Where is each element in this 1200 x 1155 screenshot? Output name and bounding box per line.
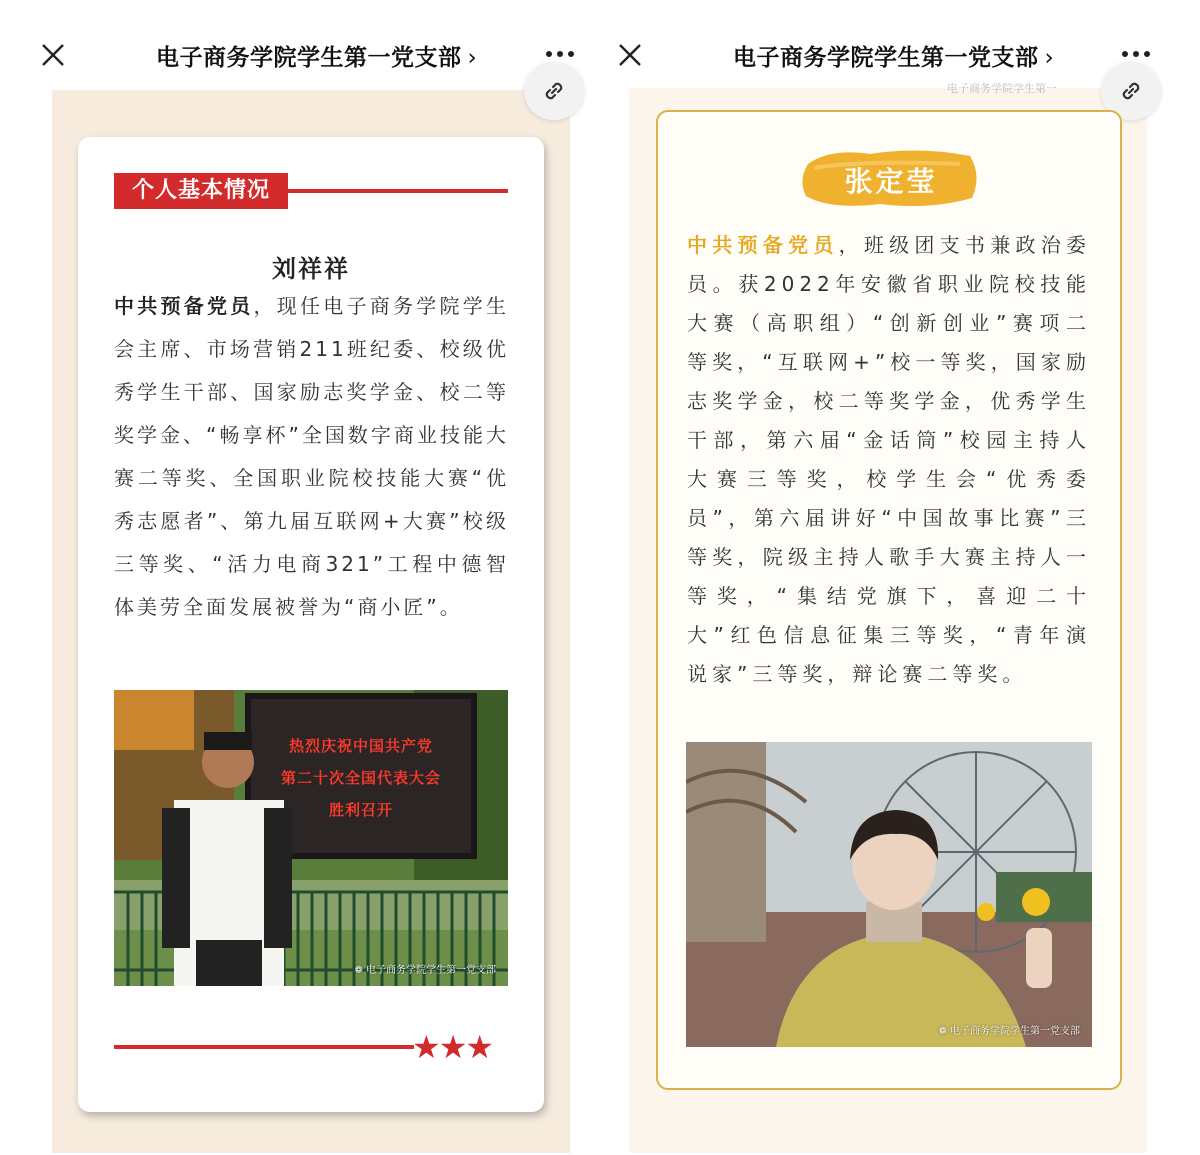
close-icon[interactable] — [617, 42, 643, 68]
bio-paragraph — [114, 285, 509, 629]
bio-highlight: 中共预备党员 — [687, 233, 839, 257]
chevron-right-icon: › — [1044, 45, 1055, 71]
link-icon — [541, 78, 567, 104]
led-screen-text — [248, 730, 474, 826]
section-divider — [284, 189, 508, 193]
link-icon — [1118, 78, 1144, 104]
star-icons: ★★★ — [412, 1028, 493, 1066]
person-name: 刘祥祥 — [272, 255, 350, 283]
bottom-divider-line — [114, 1045, 414, 1049]
bio-paragraph — [687, 226, 1091, 694]
copy-link-button[interactable] — [524, 62, 584, 120]
profile-card — [656, 110, 1122, 1090]
profile-photo — [114, 690, 508, 986]
name-badge — [800, 146, 982, 210]
bio-text: ，班级团支书兼政治委员。获2022年安徽省职业院校技能大赛（高职组）“创新创业”赛项二等奖，“互联网+”校一等奖，国家励志奖学金，校二等奖学金，优秀学生干部，第六届“金话筒”校园主持人大赛三等奖，校学生会“优秀委员”，第六届讲好“中国故事比赛”三等奖，院级主持人歌手大赛主持人一等奖，“集结党旗下，喜迎二十大”红色信息征集三等奖，“青年演说家”三等奖，辩论赛二等奖。 — [687, 233, 1092, 686]
profile-card — [78, 137, 544, 1112]
top-watermark: 电子商务学院学生第一 — [947, 82, 1057, 95]
profile-photo — [686, 742, 1092, 1047]
led-line-3: 胜利召开 — [328, 801, 393, 819]
bio-highlight: 中共预备党员 — [114, 294, 254, 318]
account-title-link[interactable] — [156, 39, 477, 72]
top-nav-bar — [0, 22, 577, 88]
section-tag: 个人基本情况 — [114, 173, 288, 209]
close-icon[interactable] — [40, 42, 66, 68]
person-name: 张定莹 — [844, 165, 938, 198]
chevron-right-icon: › — [467, 45, 478, 71]
account-title: 电子商务学院学生第一党支部 — [733, 45, 1039, 71]
account-title-link[interactable] — [733, 39, 1054, 72]
bio-text: ，现任电子商务学院学生会主席、市场营销211班纪委、校级优秀学生干部、国家励志奖学金、校二等奖学金、“畅享杯”全国数字商业技能大赛二等奖、全国职业院校技能大赛“优秀志愿者”、第九届互联网+大赛”校级三等奖、“活力电商321”工程中德智体美劳全面发展被誉为“商小匠”。 — [114, 294, 509, 619]
account-title: 电子商务学院学生第一党支部 — [156, 45, 462, 71]
section-header — [114, 173, 508, 209]
photo-watermark: ❁ 电子商务学院学生第一党支部 — [938, 1026, 1080, 1037]
more-icon[interactable] — [545, 47, 575, 61]
wechat-icon: ❁ — [938, 1026, 950, 1037]
led-line-1: 热烈庆祝中国共产党 — [288, 737, 433, 755]
photo-illustration — [686, 742, 1092, 1047]
left-article-view — [0, 0, 577, 1155]
bottom-divider — [114, 1028, 508, 1066]
wechat-icon: ❁ — [354, 965, 366, 976]
led-line-2: 第二十次全国代表大会 — [280, 769, 441, 787]
more-icon[interactable] — [1121, 47, 1151, 61]
photo-watermark: ❁ 电子商务学院学生第一党支部 — [354, 965, 496, 976]
right-article-view — [577, 0, 1200, 1155]
